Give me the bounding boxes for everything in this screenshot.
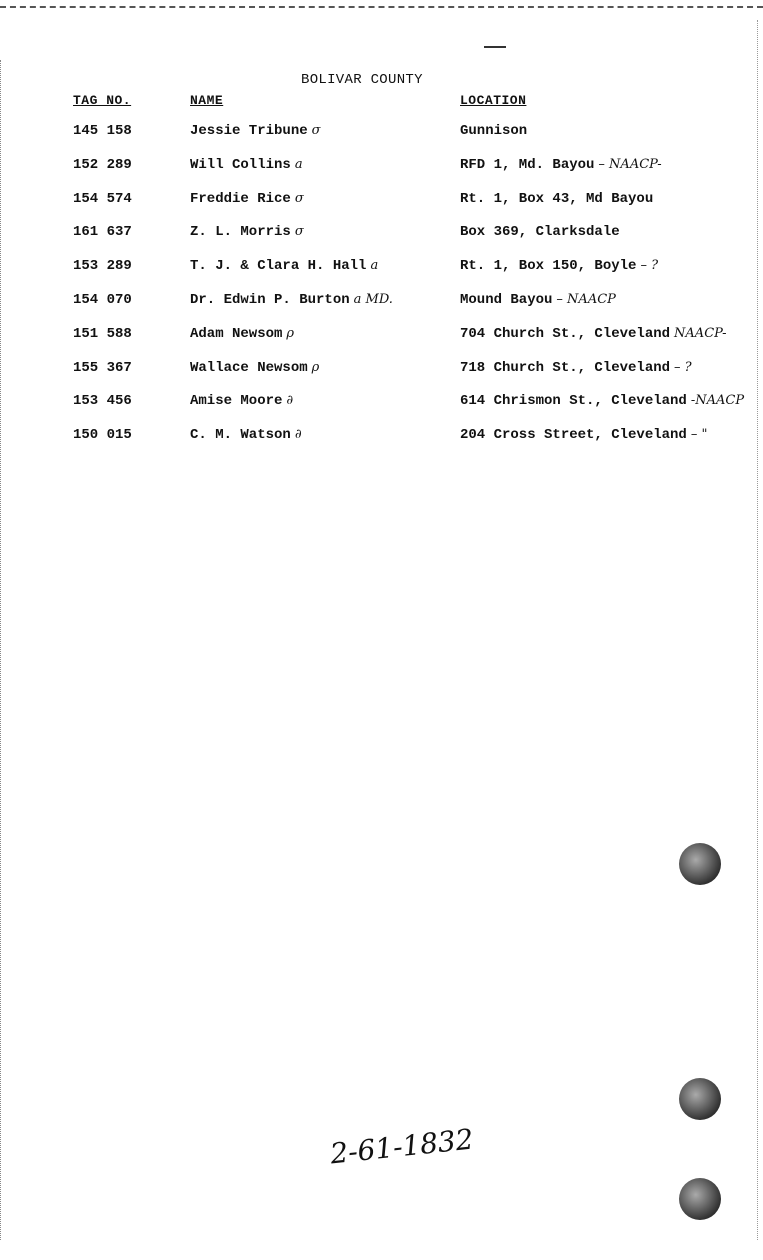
name-text: T. J. & Clara H. Hall (190, 258, 367, 275)
handwritten-mark: σ (294, 224, 304, 240)
location (460, 326, 727, 342)
name-text: C. M. Watson (190, 427, 291, 444)
location (460, 191, 657, 207)
person-name (190, 224, 304, 240)
person-name (190, 393, 293, 409)
location (460, 360, 692, 376)
location-text: Gunnison (460, 123, 528, 139)
location (460, 393, 744, 409)
table-row (0, 292, 763, 312)
name-text: Z. L. Morris (190, 224, 291, 241)
handwritten-mark: ∂ (294, 427, 302, 443)
handwritten-note: -NAACP (690, 393, 745, 409)
person-name (190, 191, 304, 207)
person-name (190, 292, 393, 308)
handwritten-note: – ? (674, 359, 692, 375)
handwritten-note: NAACP- (674, 325, 727, 341)
person-name (190, 360, 319, 376)
pen-mark (484, 46, 506, 48)
tag-number: 154 574 (73, 190, 132, 207)
handwritten-note: – ? (640, 258, 659, 274)
person-name (190, 326, 294, 342)
person-name (190, 157, 303, 173)
name-text: Dr. Edwin P. Burton (190, 292, 350, 308)
location-text: 204 Cross Street, Cleveland (460, 427, 687, 444)
handwritten-file-number: 2-61-1832 (328, 1122, 475, 1171)
location-text: Box 369, Clarksdale (460, 224, 620, 241)
table-row (0, 427, 763, 447)
location-text: Mound Bayou (460, 292, 553, 308)
table-row (0, 393, 763, 413)
tag-number: 150 015 (73, 427, 132, 444)
tag-number: 161 637 (73, 224, 132, 241)
location-text: 704 Church St., Cleveland (460, 325, 671, 342)
location-text: RFD 1, Md. Bayou (460, 156, 595, 173)
page-top-edge (0, 0, 763, 8)
column-header-tag: TAG NO. (73, 93, 132, 108)
tag-number: 154 070 (73, 292, 132, 308)
handwritten-mark: a MD. (353, 292, 393, 307)
punch-hole (679, 1078, 721, 1120)
punch-hole (679, 1178, 721, 1220)
person-name (190, 427, 302, 443)
table-row (0, 123, 763, 143)
tag-number: 155 367 (73, 359, 132, 376)
tag-number: 152 289 (73, 156, 132, 173)
location (460, 292, 616, 308)
location-text: Rt. 1, Box 43, Md Bayou (460, 190, 654, 207)
location (460, 427, 707, 443)
person-name (190, 123, 321, 139)
tag-number: 153 456 (73, 393, 132, 410)
name-text: Wallace Newsom (190, 359, 308, 376)
handwritten-mark: σ (311, 123, 321, 138)
name-text: Will Collins (190, 156, 291, 173)
location-text: 718 Church St., Cleveland (460, 359, 671, 376)
handwritten-mark: a (370, 258, 379, 274)
county-title: BOLIVAR COUNTY (301, 72, 423, 88)
name-text: Adam Newsom (190, 325, 283, 342)
person-name (190, 258, 378, 274)
handwritten-mark: a (294, 156, 303, 172)
handwritten-note: – " (690, 427, 708, 443)
location-text: 614 Chrismon St., Cleveland (460, 393, 687, 410)
tag-number: 151 588 (73, 325, 132, 342)
handwritten-mark: ∂ (286, 393, 294, 409)
table-row (0, 326, 763, 346)
table-row (0, 157, 763, 177)
name-text: Jessie Tribune (190, 123, 308, 139)
handwritten-mark: ρ (311, 359, 320, 375)
column-header-name: NAME (190, 93, 224, 108)
tag-number: 145 158 (73, 123, 132, 139)
table-row (0, 258, 763, 278)
handwritten-note: – NAACP (556, 292, 616, 307)
table-row (0, 224, 763, 244)
handwritten-mark: ρ (286, 325, 295, 341)
name-text: Freddie Rice (190, 190, 291, 207)
handwritten-note: – NAACP- (598, 156, 662, 172)
location (460, 224, 624, 240)
punch-hole (679, 843, 721, 885)
column-header-location: LOCATION (460, 93, 527, 108)
table-row (0, 191, 763, 211)
location (460, 123, 531, 139)
name-text: Amise Moore (190, 393, 283, 410)
handwritten-mark: σ (294, 190, 304, 206)
location (460, 157, 662, 173)
location-text: Rt. 1, Box 150, Boyle (460, 258, 637, 275)
location (460, 258, 658, 274)
table-row (0, 360, 763, 380)
tag-number: 153 289 (73, 258, 132, 275)
